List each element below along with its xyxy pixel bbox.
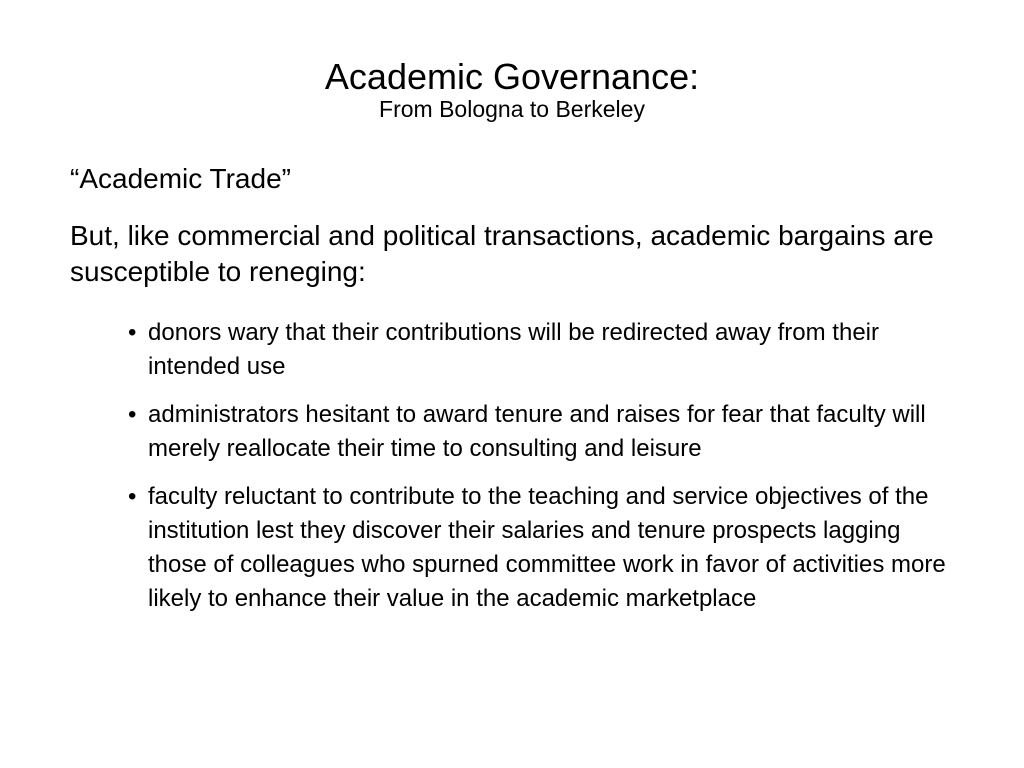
bullet-list (128, 316, 958, 630)
bullet-text: donors wary that their contributions will be redirected away from their intended use (148, 319, 879, 380)
bullet-item-donors (128, 316, 958, 384)
intro-paragraph: But, like commercial and political transactions, academic bargains are susceptible to reneging: (70, 220, 934, 287)
bullet-icon: • (128, 401, 137, 428)
slide-subtitle: From Bologna to Berkeley (379, 96, 645, 122)
bullet-text: administrators hesitant to award tenure and raises for fear that faculty will merely reallocate their time to consulting and leisure (148, 401, 926, 462)
bullet-item-faculty (128, 480, 958, 616)
title-block (0, 58, 1024, 122)
bullet-text: faculty reluctant to contribute to the teaching and service objectives of the institution lest they discover their salaries and tenure prospects lagging those of colleagues who spurned committee work in favor of activities more likely to enhance their value in the academic marketplace (148, 483, 946, 612)
section-heading: “Academic Trade” (70, 163, 291, 194)
bullet-icon: • (128, 483, 137, 510)
bullet-icon: • (128, 319, 137, 346)
slide-title: Academic Governance: (324, 56, 700, 97)
bullet-item-administrators (128, 398, 958, 466)
